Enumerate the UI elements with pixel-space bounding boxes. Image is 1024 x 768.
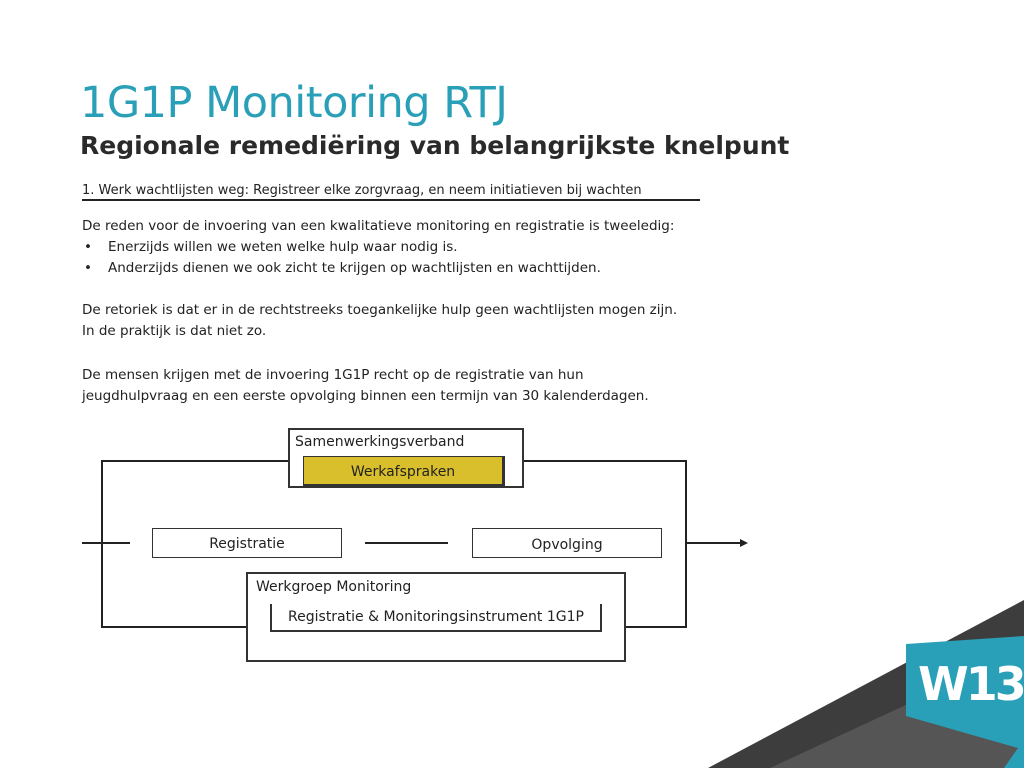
page-subtitle: Regionale remediëring van belangrijkste knelpunt <box>80 131 790 160</box>
registratie-box: Registratie <box>152 528 342 558</box>
werkgroep-label: Werkgroep Monitoring <box>256 579 412 595</box>
paragraph-line: In de praktijk is dat niet zo. <box>82 323 267 339</box>
opvolging-box: Opvolging <box>472 528 662 558</box>
bullet-text: Enerzijds willen we weten welke hulp waar nodig is. <box>108 239 458 255</box>
samenwerkingsverband-label: Samenwerkingsverband <box>295 434 465 450</box>
bullet-icon: • <box>84 260 92 276</box>
bullet-icon: • <box>84 239 92 255</box>
paragraph-line: jeugdhulpvraag en een eerste opvolging binnen een termijn van 30 kalenderdagen. <box>82 388 649 404</box>
page-title: 1G1P Monitoring RTJ <box>80 78 508 128</box>
section-heading: 1. Werk wachtlijsten weg: Registreer elke zorgvraag, en neem initiatieven bij wachten <box>82 183 700 201</box>
bullet-text: Anderzijds dienen we ook zicht te krijgen op wachtlijsten en wachttijden. <box>108 260 601 276</box>
werkafspraken-box: Werkafspraken <box>303 456 505 486</box>
svg-text:W13: W13 <box>918 657 1024 711</box>
instrument-box: Registratie & Monitoringsinstrument 1G1P <box>270 604 602 632</box>
paragraph-line: De retoriek is dat er in de rechtstreeks toegankelijke hulp geen wachtlijsten mogen zijn. <box>82 302 678 318</box>
paragraph-intro: De reden voor de invoering van een kwalitatieve monitoring en registratie is tweeledig: <box>82 218 675 234</box>
paragraph-line: De mensen krijgen met de invoering 1G1P recht op de registratie van hun <box>82 367 584 383</box>
arrow-icon <box>740 539 748 547</box>
